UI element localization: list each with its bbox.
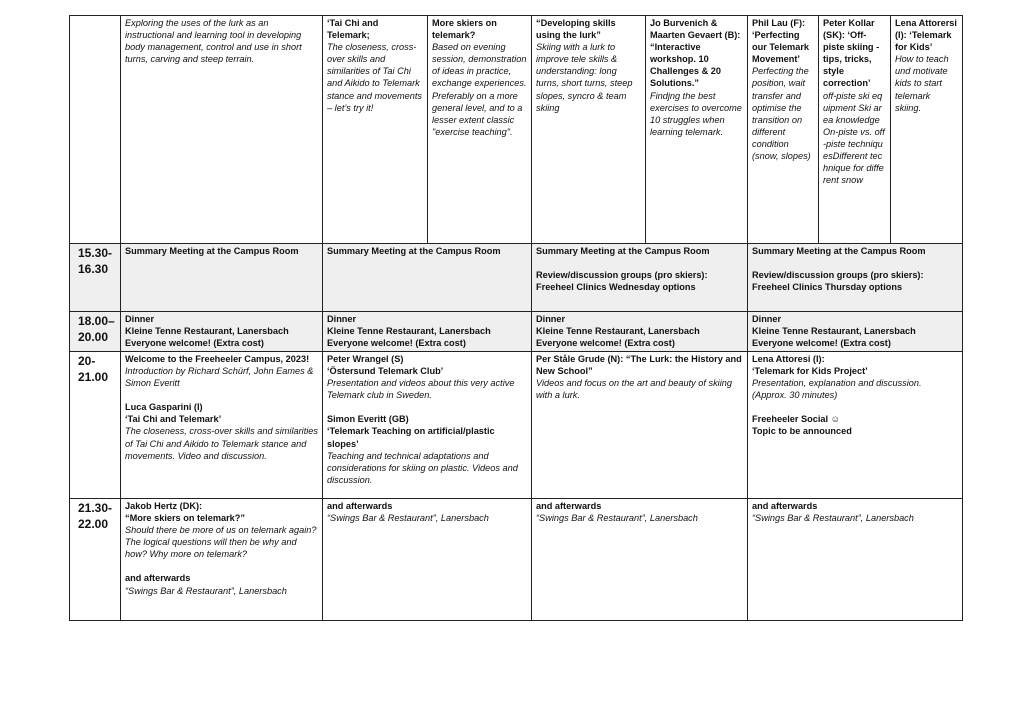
dinner-info bbox=[531, 311, 747, 351]
more-skiers-session bbox=[427, 15, 531, 243]
table-border bbox=[69, 243, 963, 244]
session-description: Presentation, explanation and discussion. (Approx. 30 minutes) bbox=[752, 378, 922, 401]
session-title: “More skiers on telemark?” bbox=[125, 513, 245, 524]
social-label: Freeheeler Social bbox=[752, 414, 829, 425]
telemark-for-kids-session bbox=[890, 15, 962, 243]
lurk-history-session bbox=[531, 351, 747, 498]
summary-meeting: Summary Meeting at the Campus Room bbox=[125, 246, 299, 256]
review-groups: Review/discussion groups (pro skiers): Freeheel Clinics Wednesday options bbox=[536, 270, 708, 293]
afterwards-info bbox=[747, 498, 962, 620]
afterwards-label: and afterwards bbox=[536, 501, 602, 511]
table-border bbox=[69, 311, 963, 312]
social-event bbox=[752, 413, 958, 425]
session-description: Presentation and videos about this very active Telemark club in Sweden. bbox=[327, 378, 515, 401]
session-description: Skiing with a lurk to improve tele skills & understanding: long turns, short turns, steep slopes, syncro & team skiing bbox=[536, 42, 633, 113]
restaurant-name: Kleine Tenne Restaurant, Lanersbach bbox=[536, 326, 700, 337]
developing-skills-session bbox=[531, 15, 645, 243]
session-title: ‘Telemark for Kids Project’ bbox=[752, 366, 868, 377]
speaker-name: Jakob Hertz (DK): bbox=[125, 501, 203, 511]
table-border bbox=[962, 15, 963, 620]
dinner-info bbox=[120, 311, 322, 351]
summary-meeting-title: Summary Meeting at the Campus Room bbox=[752, 246, 926, 256]
tai-chi-session bbox=[322, 15, 427, 243]
time-slot: 21.30-22.00 bbox=[78, 501, 113, 531]
session-description: Teaching and technical adaptations and considerations for skiing on plastic. Videos and discussion. bbox=[327, 450, 518, 485]
welcome-note: Everyone welcome! (Extra cost) bbox=[125, 338, 264, 349]
session-title: ‘Östersund Telemark Club’ bbox=[327, 366, 444, 377]
session-title: Welcome to the Freeheeler Campus, 2023! bbox=[125, 354, 310, 364]
table-border bbox=[531, 15, 532, 620]
table-border bbox=[890, 15, 891, 243]
speaker-name: Simon Everitt (GB) bbox=[327, 414, 409, 425]
session-description: How to teach und motivate kids to start telemark skiing. bbox=[895, 54, 949, 113]
session-title: ‘Tai Chi and Telemark’ bbox=[125, 414, 222, 425]
dinner-label: Dinner bbox=[125, 314, 155, 324]
time-slot: 18.00–20.00 bbox=[78, 314, 115, 344]
dinner-label: Dinner bbox=[752, 314, 782, 324]
lurk-uses-description: Exploring the uses of the lurk as an instructional and learning tool in developing body management, control and use in short turns, carving and steep terrain. bbox=[125, 18, 302, 65]
table-border bbox=[322, 15, 323, 620]
restaurant-name: Kleine Tenne Restaurant, Lanersbach bbox=[752, 326, 916, 337]
session-title: “Developing skills using the lurk” bbox=[536, 18, 616, 41]
speaker-name: Peter Wrangel (S) bbox=[327, 354, 404, 364]
venue-name: “Swings Bar & Restaurant”, Lanersbach bbox=[327, 513, 489, 524]
table-border bbox=[747, 15, 748, 620]
time-slot: 20-21.00 bbox=[78, 354, 109, 384]
speaker-name: Luca Gasparini (I) bbox=[125, 402, 203, 413]
summary-meeting bbox=[531, 243, 747, 311]
summary-meeting: Summary Meeting at the Campus Room bbox=[327, 246, 501, 256]
session-title: Per Ståle Grude (N): “The Lurk: the History and New School” bbox=[536, 354, 742, 377]
afterwards-info bbox=[322, 498, 531, 620]
afterwards-label: and afterwards bbox=[752, 501, 818, 511]
welcome-note: Everyone welcome! (Extra cost) bbox=[752, 338, 891, 349]
session-title: Jo Burvenich & Maarten Gevaert (B): “Interactive workshop. 10 Challenges & 20 Solutions.” bbox=[650, 18, 741, 89]
restaurant-name: Kleine Tenne Restaurant, Lanersbach bbox=[327, 326, 491, 337]
afterwards-info bbox=[531, 498, 747, 620]
dinner-info bbox=[322, 311, 531, 351]
session-title: Peter Kollar (SK): ‘Off-piste skiing - tips, tricks, style correction’ bbox=[823, 18, 880, 89]
table-border bbox=[818, 15, 819, 243]
session-title: ‘Telemark Teaching on artificial/plastic slopes’ bbox=[327, 426, 495, 449]
venue-name: “Swings Bar & Restaurant”, Lanersbach bbox=[125, 585, 287, 596]
session-description: Based on evening session, demonstration of ideas in practice, exchange experiences. Preferably on a more general level, and to a lesser extent classic "exercise teaching". bbox=[432, 42, 527, 137]
speaker-name: Lena Attoresi (I): bbox=[752, 354, 825, 364]
session-title: Lena Attorersi (I): ‘Telemark for Kids’ bbox=[895, 18, 957, 53]
summary-meeting bbox=[747, 243, 962, 311]
table-border bbox=[69, 620, 963, 621]
summary-meeting-title: Summary Meeting at the Campus Room bbox=[536, 246, 710, 256]
table-border bbox=[69, 498, 963, 499]
dinner-label: Dinner bbox=[327, 314, 357, 324]
perfecting-movement-session bbox=[747, 15, 818, 243]
table-border bbox=[120, 15, 121, 620]
venue-name: “Swings Bar & Restaurant”, Lanersbach bbox=[536, 513, 698, 524]
dinner-label: Dinner bbox=[536, 314, 566, 324]
session-description: Perfecting the position, wait transfer and optimise the transition on different condition (snow, slopes) bbox=[752, 66, 811, 162]
welcome-session bbox=[120, 351, 322, 498]
restaurant-name: Kleine Tenne Restaurant, Lanersbach bbox=[125, 326, 289, 337]
off-piste-session bbox=[818, 15, 890, 243]
table-border bbox=[69, 15, 963, 16]
review-groups: Review/discussion groups (pro skiers): Freeheel Clinics Thursday options bbox=[752, 270, 924, 293]
kids-project-session bbox=[747, 351, 962, 498]
venue-name: “Swings Bar & Restaurant”, Lanersbach bbox=[752, 513, 914, 524]
session-description: Videos and focus on the art and beauty of skiing with a lurk. bbox=[536, 378, 732, 401]
topic-note: Topic to be announced bbox=[752, 426, 852, 437]
session-description: Should there be more of us on telemark again? The logical questions will then be why and how? Why more on telemark? bbox=[125, 525, 317, 560]
table-border bbox=[69, 351, 963, 352]
table-border bbox=[645, 15, 646, 243]
more-skiers-talk bbox=[120, 498, 322, 620]
welcome-note: Everyone welcome! (Extra cost) bbox=[327, 338, 466, 349]
club-presentation-session bbox=[322, 351, 531, 498]
time-slot: 15.30-16.30 bbox=[78, 246, 113, 276]
session-description: off-piste ski equipment Ski area knowledgeOn-piste vs. off-piste techniquesDifferent technique for different snow bbox=[823, 90, 885, 186]
smiley-icon: ☺ bbox=[830, 414, 841, 425]
session-description: Findjng the best exercises to overcome 10 struggles when learning telemark. bbox=[650, 90, 742, 137]
session-title: Phil Lau (F): ‘Perfecting our Telemark Movement’ bbox=[752, 18, 810, 65]
session-title: ‘Tai Chi and Telemark; bbox=[327, 18, 379, 41]
session-title: More skiers on telemark? bbox=[432, 18, 497, 41]
table-border bbox=[69, 15, 70, 620]
session-description: Introduction by Richard Schürf, John Eames & Simon Everitt bbox=[125, 366, 314, 389]
dinner-info bbox=[747, 311, 962, 351]
interactive-workshop-session bbox=[645, 15, 747, 243]
welcome-note: Everyone welcome! (Extra cost) bbox=[536, 338, 675, 349]
session-description: The closeness, cross-over skills and similarities of Tai Chi and Aikido to Telemark stance and movements. Video and discussion. bbox=[125, 426, 318, 461]
table-border bbox=[427, 15, 428, 243]
afterwards-label: and afterwards bbox=[327, 501, 393, 511]
afterwards-label: and afterwards bbox=[125, 573, 191, 584]
session-description: The closeness, cross-over skills and similarities of Tai Chi and Aikido to Telemark stance and movements – let’s try it! bbox=[327, 42, 422, 113]
